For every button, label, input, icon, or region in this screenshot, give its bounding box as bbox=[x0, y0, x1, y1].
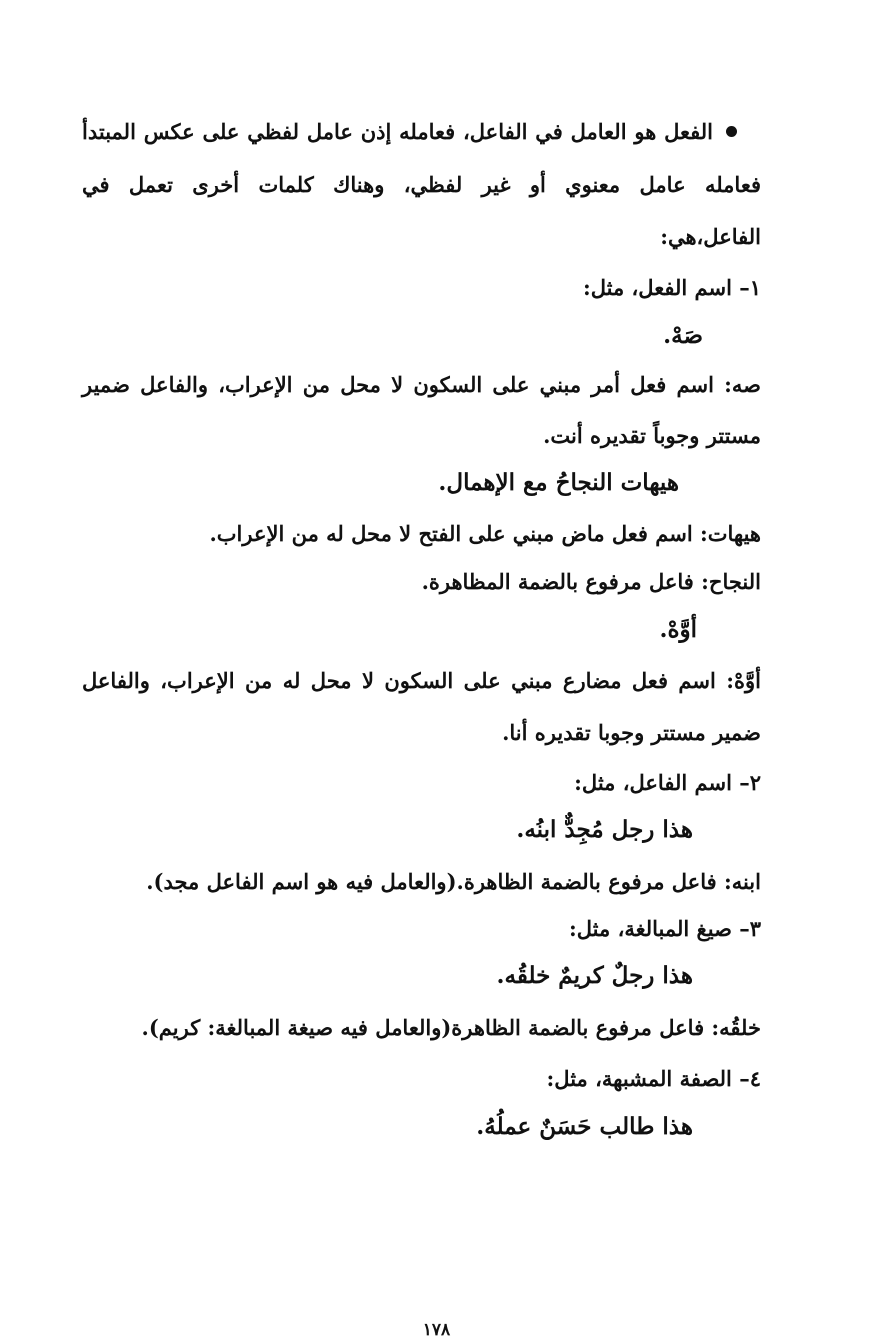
text-line-4: ١– اسم الفعل، مثل: bbox=[582, 275, 761, 300]
bullet-icon bbox=[726, 126, 737, 137]
text-line-2: فعامله عامل معنوي أو غير لفظي، وهناك كلمات أخرى تعمل في bbox=[82, 172, 761, 197]
text-line-17: ٣– صيغ المبالغة، مثل: bbox=[569, 916, 761, 941]
example-mujid: هذا رجل مُجِدٌّ ابنُه. bbox=[516, 816, 693, 843]
page-number: ١٧٨ bbox=[422, 1320, 451, 1340]
text-line-12: أوَّهْ: اسم فعل مضارع مبني على السكون لا محل له من الإعراب، والفاعل bbox=[82, 668, 761, 693]
text-line-3: الفاعل،هي: bbox=[660, 224, 761, 249]
text-line-10: النجاح: فاعل مرفوع بالضمة المظاهرة. bbox=[421, 569, 761, 594]
example-hasan: هذا طالب حَسَنٌ عملُهُ. bbox=[476, 1113, 693, 1140]
example-sah: صَهْ. bbox=[663, 322, 703, 349]
example-karim: هذا رجلٌ كريمٌ خلقُه. bbox=[496, 962, 693, 989]
text-line-13: ضمير مستتر وجوبا تقديره أنا. bbox=[502, 720, 761, 745]
text-line-14: ٢– اسم الفاعل، مثل: bbox=[574, 770, 761, 795]
text-line-16: ابنه: فاعل مرفوع بالضمة الظاهرة.(والعامل فيه هو اسم الفاعل مجد). bbox=[146, 869, 761, 894]
example-hayhat: هيهات النجاحُ مع الإهمال. bbox=[438, 469, 679, 496]
text-line-20: ٤– الصفة المشبهة، مثل: bbox=[546, 1066, 761, 1091]
text-line-7: مستتر وجوباً تقديره أنت. bbox=[543, 423, 761, 448]
text-line-1: الفعل هو العامل في الفاعل، فعامله إذن عامل لفظي على عكس المبتدأ bbox=[82, 119, 713, 144]
text-line-6: صه: اسم فعل أمر مبني على السكون لا محل من الإعراب، والفاعل ضمير bbox=[82, 372, 761, 397]
text-line-19: خلقُه: فاعل مرفوع بالضمة الظاهرة(والعامل فيه صيغة المبالغة: كريم). bbox=[141, 1015, 761, 1040]
example-awwah: أوَّهْ. bbox=[659, 616, 697, 643]
text-line-9: هيهات: اسم فعل ماض مبني على الفتح لا محل له من الإعراب. bbox=[209, 521, 761, 546]
